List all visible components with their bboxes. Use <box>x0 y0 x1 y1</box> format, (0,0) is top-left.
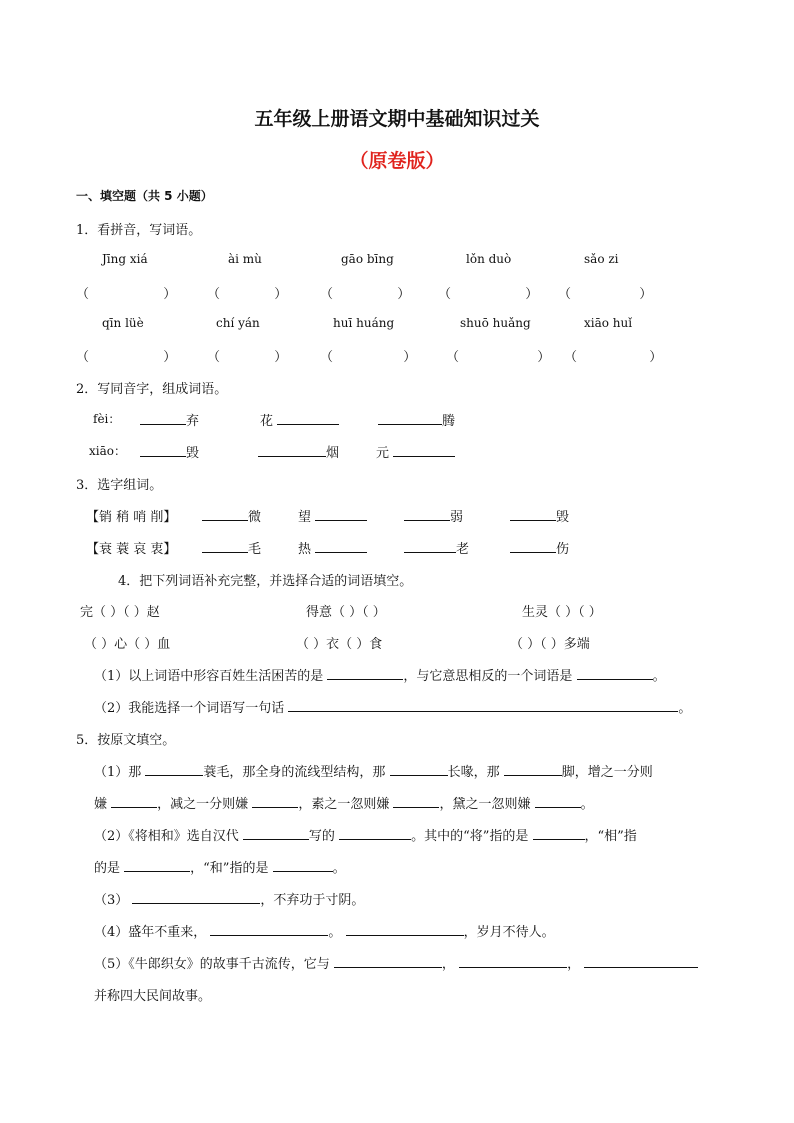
pinyin: xiāo huǐ <box>584 316 633 330</box>
word-blank-item[interactable] <box>258 442 339 461</box>
blank-line[interactable] <box>202 538 248 553</box>
word: 毁 <box>556 510 570 525</box>
word-blank-item[interactable] <box>378 410 455 429</box>
word: 弱 <box>450 510 464 525</box>
text: ，不弃功于寸阴。 <box>260 893 365 908</box>
pinyin: qīn lüè <box>102 316 144 330</box>
text: 。 <box>332 861 346 876</box>
text: ，黛之一忽则嫌 <box>439 797 531 812</box>
idiom-item[interactable]: （ ）心（ ）血 <box>84 637 171 652</box>
answer-paren[interactable]: （ ） <box>446 350 551 365</box>
answer-paren[interactable]: （ ） <box>320 350 417 365</box>
blank-line[interactable] <box>393 793 439 808</box>
idiom-item[interactable]: 生灵（ ）（ ） <box>522 605 602 620</box>
answer-paren[interactable]: （ ） <box>320 287 411 302</box>
blank-line[interactable] <box>577 665 653 680</box>
q3-label: 3．选字组词。 <box>76 478 163 493</box>
text: ，“相”指 <box>584 829 637 844</box>
word: 花 <box>260 414 274 429</box>
text: ，岁月不待人。 <box>463 925 555 940</box>
blank-line[interactable] <box>140 442 186 457</box>
text: 脚，增之一分则 <box>561 765 653 780</box>
blank-line[interactable] <box>315 506 367 521</box>
text: 。其中的“将”指的是 <box>411 829 529 844</box>
blank-line[interactable] <box>584 953 698 968</box>
word-blank-item[interactable] <box>376 442 455 461</box>
text: ， <box>567 957 581 972</box>
word-blank-item[interactable] <box>140 442 199 461</box>
blank-line[interactable] <box>210 921 328 936</box>
word-blank-item[interactable] <box>298 506 367 525</box>
text: 嫌 <box>94 797 108 812</box>
q5-s3 <box>94 889 364 908</box>
blank-line[interactable] <box>132 889 260 904</box>
text: 。 <box>652 669 666 684</box>
text: （2）我能选择一个词语写一句话 <box>94 701 285 716</box>
q5-s4 <box>94 921 555 940</box>
word: 毁 <box>186 446 200 461</box>
idiom-item[interactable]: 完（ ）（ ）赵 <box>80 605 160 620</box>
pinyin: chí yán <box>216 316 260 330</box>
q5-s2 <box>94 825 637 844</box>
blank-line[interactable] <box>404 538 456 553</box>
word-blank-item[interactable] <box>260 410 339 429</box>
blank-line[interactable] <box>258 442 326 457</box>
pinyin: Jīng xiá <box>102 252 148 266</box>
text: 。 <box>678 701 692 716</box>
blank-line[interactable] <box>390 761 448 776</box>
blank-line[interactable] <box>202 506 248 521</box>
blank-line[interactable] <box>334 953 442 968</box>
pinyin: huī huáng <box>333 316 395 330</box>
text: （5）《牛郎织女》的故事千古流传，它与 <box>94 957 330 972</box>
text: （1）以上词语中形容百姓生活困苦的是 <box>94 669 324 684</box>
q4-sub1 <box>94 665 666 684</box>
blank-line[interactable] <box>346 921 464 936</box>
answer-paren[interactable]: （ ） <box>76 350 177 365</box>
text: （3） <box>94 893 129 908</box>
answer-paren[interactable]: （ ） <box>207 287 288 302</box>
word: 伤 <box>556 542 570 557</box>
pinyin: sǎo zi <box>584 252 619 266</box>
text: ， <box>441 957 455 972</box>
word: 元 <box>376 446 390 461</box>
q5-s1 <box>94 761 653 780</box>
word: 微 <box>248 510 262 525</box>
blank-line[interactable] <box>273 857 333 872</box>
word: 烟 <box>326 446 340 461</box>
word-blank-item[interactable] <box>404 538 469 557</box>
blank-line[interactable] <box>111 793 157 808</box>
blank-line[interactable] <box>404 506 450 521</box>
text: （4）盛年不重来， <box>94 925 207 940</box>
answer-paren[interactable]: （ ） <box>207 350 288 365</box>
idiom-item[interactable]: 得意（ ）（ ） <box>306 605 386 620</box>
answer-paren[interactable]: （ ） <box>438 287 539 302</box>
char-group: 【衰 蓑 哀 衷】 <box>86 542 177 557</box>
word-blank-item[interactable] <box>510 538 569 557</box>
word: 老 <box>456 542 470 557</box>
blank-line[interactable] <box>243 825 309 840</box>
answer-paren[interactable]: （ ） <box>76 287 177 302</box>
q4-sub2 <box>94 697 691 716</box>
pinyin-label: xiāo： <box>89 444 126 458</box>
blank-line[interactable] <box>378 410 442 425</box>
word: 毛 <box>248 542 262 557</box>
pinyin: lǒn duò <box>466 252 512 266</box>
pinyin-label: fèi： <box>93 412 121 426</box>
text: 蓑毛，那全身的流线型结构，那 <box>203 765 386 780</box>
idiom-item[interactable]: （ ）（ ）多端 <box>510 637 590 652</box>
word: 望 <box>298 510 312 525</box>
blank-line[interactable] <box>533 825 585 840</box>
text: ，“和”指的是 <box>190 861 269 876</box>
blank-line[interactable] <box>124 857 190 872</box>
q5-s2-cont <box>94 857 346 876</box>
word-blank-item[interactable] <box>298 538 367 557</box>
text: 的是 <box>94 861 121 876</box>
text: ，与它意思相反的一个词语是 <box>403 669 573 684</box>
pinyin: ài mù <box>228 252 262 266</box>
blank-line[interactable] <box>145 761 203 776</box>
q5-s5-cont: 并称四大民间故事。 <box>94 989 212 1004</box>
word-blank-item[interactable] <box>140 410 199 429</box>
blank-line[interactable] <box>327 665 403 680</box>
q2-label: 2．写同音字，组成词语。 <box>76 382 228 397</box>
idiom-item[interactable]: （ ）衣（ ）食 <box>296 637 383 652</box>
text: 。 <box>328 925 342 940</box>
blank-line[interactable] <box>288 697 678 712</box>
q1-label: 1．看拼音，写词语。 <box>76 223 202 238</box>
text: 长喙，那 <box>447 765 500 780</box>
text: 写的 <box>308 829 335 844</box>
pinyin: shuō huǎng <box>460 316 531 330</box>
blank-line[interactable] <box>252 793 298 808</box>
blank-line[interactable] <box>510 538 556 553</box>
page-title: 五年级上册语文期中基础知识过关 <box>254 108 540 130</box>
word-blank-item[interactable] <box>202 538 261 557</box>
page-subtitle: （原卷版） <box>349 150 445 172</box>
section-heading: 一、填空题（共 5 小题） <box>76 189 213 203</box>
pinyin: gāo bīng <box>341 252 394 266</box>
blank-line[interactable] <box>140 410 186 425</box>
word-blank-item[interactable] <box>202 506 261 525</box>
q5-s5 <box>94 953 698 972</box>
text: 。 <box>580 797 594 812</box>
blank-line[interactable] <box>339 825 411 840</box>
blank-line[interactable] <box>535 793 581 808</box>
text: （1）那 <box>94 765 142 780</box>
char-group: 【销 稍 哨 削】 <box>86 510 177 525</box>
q5-label: 5．按原文填空。 <box>76 733 176 748</box>
answer-paren[interactable]: （ ） <box>564 350 663 365</box>
blank-line[interactable] <box>510 506 556 521</box>
blank-line[interactable] <box>277 410 339 425</box>
q5-s1-cont <box>94 793 594 812</box>
word: 热 <box>298 542 312 557</box>
q4-label: 4．把下列词语补充完整，并选择合适的词语填空。 <box>118 574 413 589</box>
word-blank-item[interactable] <box>510 506 569 525</box>
word-blank-item[interactable] <box>404 506 463 525</box>
blank-line[interactable] <box>504 761 562 776</box>
word: 弃 <box>186 414 200 429</box>
text: ，减之一分则嫌 <box>157 797 249 812</box>
word: 腾 <box>442 414 456 429</box>
text: （2）《将相和》选自汉代 <box>94 829 239 844</box>
blank-line[interactable] <box>393 442 455 457</box>
text: ，素之一忽则嫌 <box>298 797 390 812</box>
blank-line[interactable] <box>459 953 567 968</box>
blank-line[interactable] <box>315 538 367 553</box>
answer-paren[interactable]: （ ） <box>558 287 653 302</box>
